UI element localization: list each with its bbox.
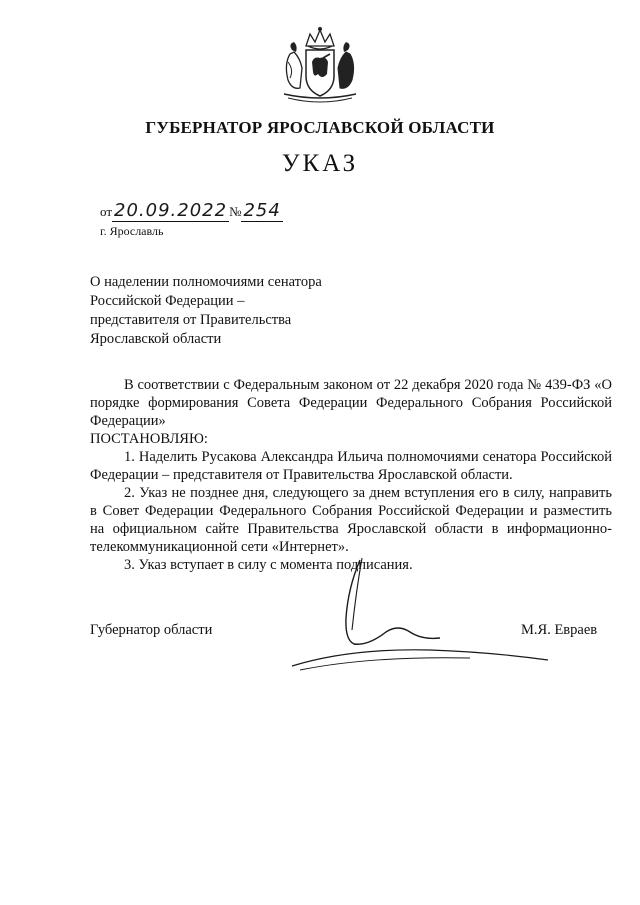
signatory-name: М.Я. Евраев: [521, 622, 598, 638]
coat-of-arms-icon: [270, 24, 370, 108]
subject-line: Ярославской области: [90, 331, 222, 347]
date-prefix: от: [100, 204, 113, 219]
date-value: 20.09.2022: [114, 200, 228, 221]
number-prefix: №: [229, 204, 242, 219]
number-value: 254: [243, 200, 281, 221]
decree-item-2: 2. Указ не позднее дня, следующего за днем вступления его в силу, направить в Совет Федерации Федерального Собрания Российской Федерации и разместить на официальном сайте Правительства Ярославской области в информационно-телекоммуникационной сети «Интернет».: [90, 485, 612, 555]
document-type-title: УКАЗ: [281, 150, 359, 177]
subject-line: О наделении полномочиями сенатора: [90, 274, 322, 290]
preamble-paragraph: В соответствии с Федеральным законом от 22 декабря 2020 года № 439-ФЗ «О порядке формирования Совета Федерации Федерального Собрания Российской Федерации»: [90, 377, 612, 429]
signatory-position: Губернатор области: [90, 622, 213, 638]
decree-item-1: 1. Наделить Русакова Александра Ильича полномочиями сенатора Российской Федерации – представителя от Правительства Ярославской области.: [90, 449, 612, 483]
handwritten-signature-icon: [290, 548, 550, 678]
decree-item-3: 3. Указ вступает в силу с момента подписания.: [124, 557, 413, 573]
issuing-authority-title: ГУБЕРНАТОР ЯРОСЛАВСКОЙ ОБЛАСТИ: [145, 118, 495, 137]
decree-subject: [90, 273, 370, 349]
decree-keyword: ПОСТАНОВЛЯЮ:: [90, 431, 208, 447]
subject-line: Российской Федерации –: [90, 293, 245, 309]
city-label: г. Ярославль: [100, 224, 164, 238]
decree-body: [90, 376, 612, 574]
subject-line: представителя от Правительства: [90, 312, 292, 328]
date-number-line: [100, 200, 283, 221]
